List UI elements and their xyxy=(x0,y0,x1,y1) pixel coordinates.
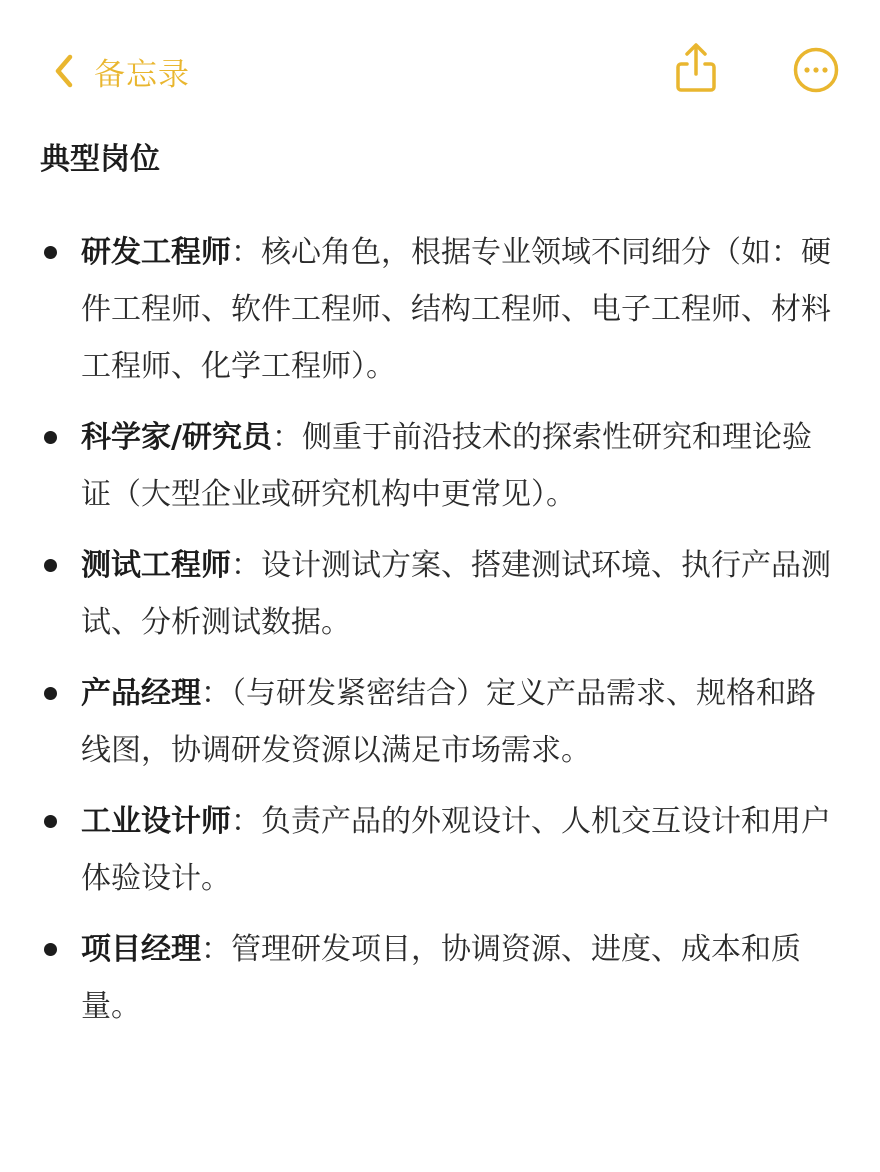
note-heading: 典型岗位 xyxy=(40,142,160,177)
item-text: ：管理研发项目，协调资源、进度、成本和质量。 xyxy=(81,932,801,1024)
list-item xyxy=(40,921,840,1035)
item-text: ：核心角色，根据专业领域不同细分（如：硬件工程师、软件工程师、结构工程师、电子工程师、材料工程师、化学工程师）。 xyxy=(81,235,831,384)
more-icon xyxy=(792,46,840,94)
item-term: 测试工程师 xyxy=(81,548,231,583)
chevron-left-icon xyxy=(48,51,80,91)
share-button[interactable] xyxy=(672,40,720,96)
list-item xyxy=(40,409,840,523)
note-body[interactable] xyxy=(40,132,840,1049)
item-term: 产品经理 xyxy=(81,676,201,711)
list-item xyxy=(40,793,840,907)
list-item xyxy=(40,224,840,395)
bullet-icon xyxy=(44,687,57,700)
bullet-icon xyxy=(44,431,57,444)
item-text: ：（与研发紧密结合）定义产品需求、规格和路线图，协调研发资源以满足市场需求。 xyxy=(81,676,816,768)
item-term: 工业设计师 xyxy=(81,804,231,839)
back-button[interactable] xyxy=(48,46,190,96)
more-options-button[interactable] xyxy=(792,46,840,94)
item-text: ：设计测试方案、搭建测试环境、执行产品测试、分析测试数据。 xyxy=(81,548,831,640)
item-term: 项目经理 xyxy=(81,932,201,967)
list-item xyxy=(40,665,840,779)
role-list xyxy=(40,224,840,1035)
bullet-icon xyxy=(44,246,57,259)
item-text: ：侧重于前沿技术的探索性研究和理论验证（大型企业或研究机构中更常见）。 xyxy=(81,420,812,512)
item-text: ：负责产品的外观设计、人机交互设计和用户体验设计。 xyxy=(81,804,831,896)
back-label: 备忘录 xyxy=(94,56,190,93)
item-term: 科学家/研究员 xyxy=(81,420,272,455)
item-term: 研发工程师 xyxy=(81,235,231,270)
share-icon xyxy=(672,40,720,96)
bullet-icon xyxy=(44,559,57,572)
bullet-icon xyxy=(44,943,57,956)
bullet-icon xyxy=(44,815,57,828)
list-item xyxy=(40,537,840,651)
navigation-bar xyxy=(0,0,880,140)
